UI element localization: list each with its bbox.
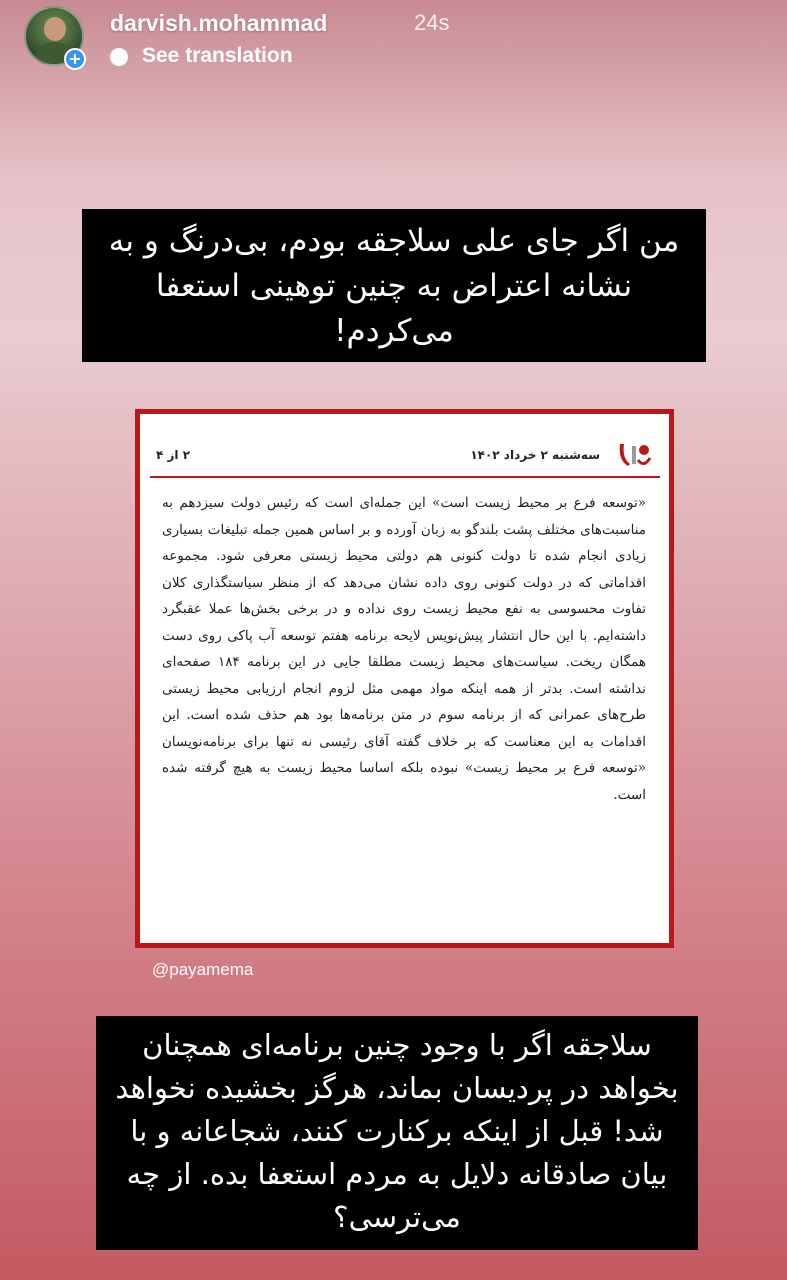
news-document — [135, 409, 674, 948]
story-header — [24, 6, 764, 72]
document-page: ۲ از ۴ — [156, 448, 191, 462]
add-story-icon[interactable]: + — [64, 48, 86, 70]
see-translation-label: See translation — [142, 44, 293, 67]
document-date: سه‌شنبه ۲ خرداد ۱۴۰۲ — [470, 448, 600, 462]
time-ago: 24s — [414, 10, 450, 35]
newspaper-logo-icon — [614, 438, 652, 472]
document-header — [150, 436, 660, 478]
caption-bottom: سلاجقه اگر با وجود چنین برنامه‌ای همچنان بخواهد در پردیسان بماند، هرگز بخشیده نخواهد شد! قبل از اینکه برکنارت کنند، شجاعانه و با بیان صادقانه دلایل به مردم استعفا بده. از چه می‌ترسی؟ — [96, 1016, 698, 1250]
source-handle[interactable]: @payamema — [152, 960, 254, 979]
document-body: «توسعه فرع بر محیط زیست است» این جمله‌ای است که رئیس دولت سیزدهم به مناسبت‌های مختلف پشت بلندگو به زبان آورده و بر اساس همین جمله تبلیغات بسیاری زیادی انجام شده تا دولت کنونی هم دولتی محیط زیستی معرفی شود. مجموعه اقداماتی که در دولت کنونی روی داده نشان می‌دهد که از منظر سیاستگذاری کلان تفاوت محسوسی به نفع محیط زیست روی نداده و در برخی بخش‌ها عملا عقبگرد داشته‌ایم. با این حال انتشار پیش‌نویس لایحه برنامه هفتم توسعه آب پاکی روی دست همگان ریخت. سیاست‌های محیط زیست مطلقا جایی در این برنامه ۱۸۴ صفحه‌ای نداشته است. بدتر از همه اینکه مواد مهمی مثل لزوم انجام ارزیابی محیط زیستی طرح‌های عمرانی که از برنامه سوم در متن برنامه‌ها بود هم حذف شده است. این اقدامات به این معناست که بر خلاف گفته آقای رئیسی نه تنها برای برنامه‌نویسان «توسعه فرع بر محیط زیست» نبوده بلکه اساسا محیط زیست به هیچ گرفته شده است. — [162, 495, 646, 803]
translate-icon — [110, 48, 128, 66]
caption-top: من اگر جای علی سلاجقه بودم، بی‌درنگ و به نشانه اعتراض به چنین توهینی استعفا می‌کردم! — [82, 209, 706, 362]
username[interactable]: darvish.mohammad — [110, 10, 328, 36]
